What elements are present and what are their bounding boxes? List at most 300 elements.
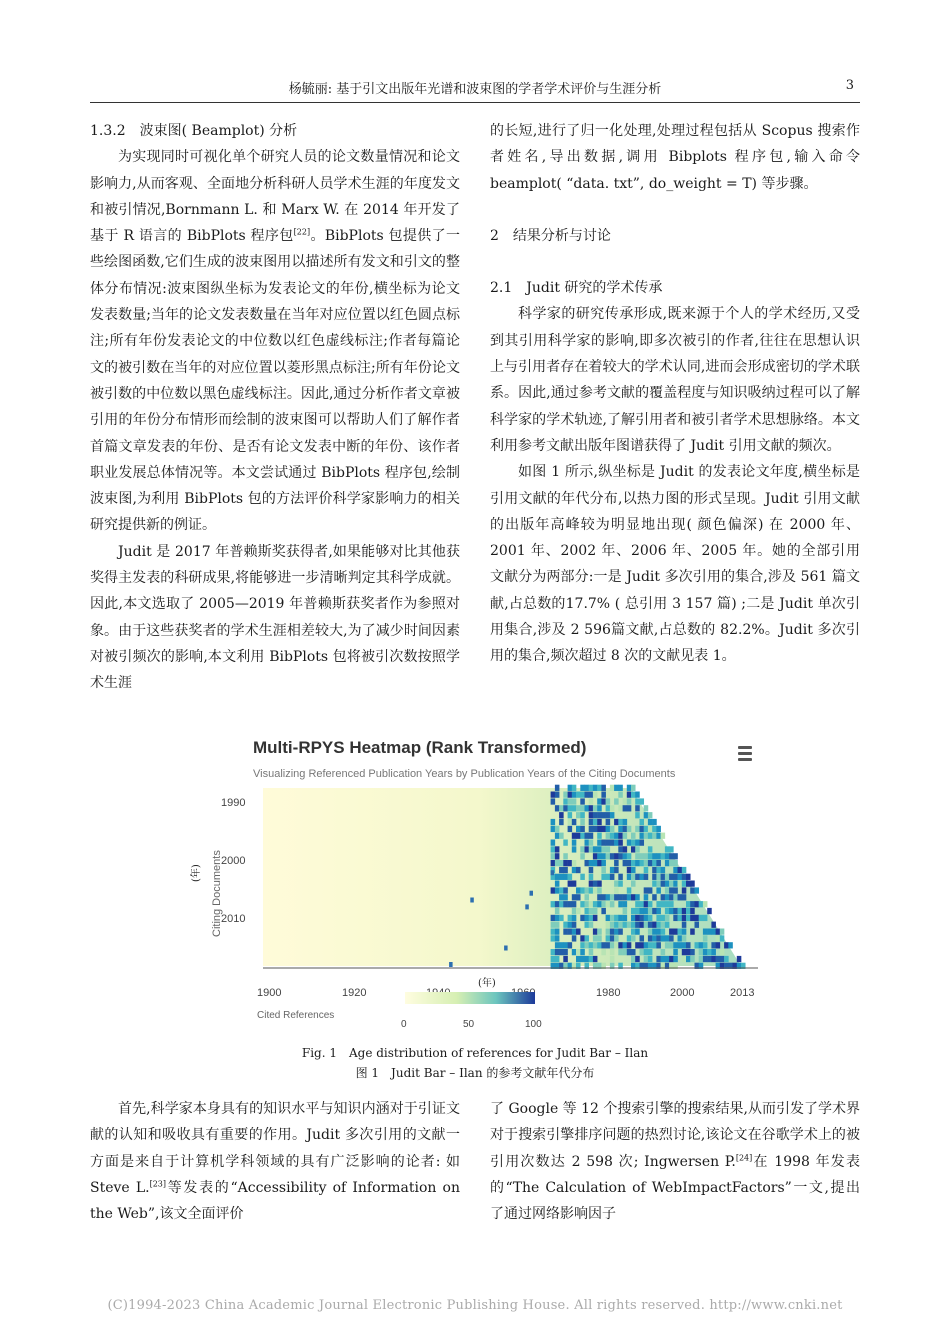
heatmap-cell — [678, 929, 683, 935]
heatmap-cell — [644, 826, 649, 832]
heatmap-cell — [716, 956, 721, 962]
heatmap-cell — [572, 881, 577, 887]
heatmap-cell — [627, 826, 632, 832]
heatmap-cell — [618, 785, 623, 791]
heatmap-cell — [618, 929, 623, 935]
heatmap-cell — [648, 853, 653, 859]
heatmap-cell — [572, 840, 577, 846]
heatmap-cell — [665, 956, 670, 962]
heatmap-cell — [563, 956, 568, 962]
heatmap-cell — [572, 805, 577, 811]
heatmap-cell — [678, 881, 683, 887]
heatmap-cell — [682, 935, 687, 941]
chart-subtitle: Visualizing Referenced Publication Years by Publication Years of the Citing Documents — [253, 768, 676, 780]
heatmap-cell — [690, 887, 695, 893]
heatmap-cell — [597, 935, 602, 941]
heatmap-cell — [597, 942, 602, 948]
heatmap-cell — [737, 956, 742, 962]
heatmap-cell — [623, 846, 628, 852]
heatmap-cell — [618, 894, 623, 900]
heatmap-cell — [673, 915, 678, 921]
x-tick-2000: 2000 — [670, 987, 695, 999]
color-legend-bar — [405, 992, 535, 1004]
heatmap-cell — [555, 833, 560, 839]
heatmap-cell — [682, 915, 687, 921]
heatmap-cell — [585, 887, 590, 893]
heatmap-cell — [614, 915, 619, 921]
heatmap-cell — [682, 929, 687, 935]
heatmap-cell — [631, 833, 636, 839]
heatmap-cell — [555, 785, 560, 791]
heatmap-cell — [648, 887, 653, 893]
heatmap-cell — [673, 908, 678, 914]
heatmap-cell — [593, 819, 598, 825]
left-column — [90, 118, 460, 697]
heatmap-cell — [656, 887, 661, 893]
heatmap-cell — [572, 894, 577, 900]
heatmap-cell — [572, 949, 577, 955]
heatmap-cell — [669, 881, 674, 887]
heatmap-cell — [563, 798, 568, 804]
heatmap-cell — [635, 846, 640, 852]
heatmap-cell — [652, 942, 657, 948]
heatmap-cell — [563, 887, 568, 893]
heatmap-cell — [618, 922, 623, 928]
heatmap-cell — [644, 887, 649, 893]
right-column-bottom — [490, 1096, 860, 1227]
heatmap-cell — [606, 935, 611, 941]
heatmap-cell — [631, 881, 636, 887]
heatmap-cell — [555, 915, 560, 921]
heatmap-cell — [606, 853, 611, 859]
heatmap-cell — [669, 956, 674, 962]
heatmap-cell — [669, 887, 674, 893]
heatmap-cell — [656, 874, 661, 880]
heatmap-cell — [648, 956, 653, 962]
heatmap-cell — [555, 942, 560, 948]
heatmap-cell — [610, 826, 615, 832]
heatmap-cell — [559, 901, 564, 907]
heatmap-cell — [589, 942, 594, 948]
heatmap-cell — [551, 826, 556, 832]
heatmap-cell — [631, 894, 636, 900]
heatmap-cell — [551, 798, 556, 804]
heatmap-cell — [682, 887, 687, 893]
heatmap-cell — [555, 792, 560, 798]
heatmap-cell — [589, 881, 594, 887]
heatmap-cell — [555, 935, 560, 941]
heatmap-cell — [635, 826, 640, 832]
heatmap-cell — [572, 846, 577, 852]
heatmap-cell — [669, 929, 674, 935]
heatmap-cell — [563, 805, 568, 811]
heatmap-cell — [610, 812, 615, 818]
heatmap-cell — [589, 887, 594, 893]
heatmap-cell — [656, 901, 661, 907]
heatmap-cell — [686, 956, 691, 962]
heatmap-cell — [618, 853, 623, 859]
heatmap-cell — [563, 840, 568, 846]
heatmap-cell — [593, 846, 598, 852]
heatmap-cell — [631, 846, 636, 852]
heatmap-cell — [623, 833, 628, 839]
heatmap-cell — [610, 949, 615, 955]
heatmap-cell — [656, 881, 661, 887]
y-tick-1990: 1990 — [221, 797, 246, 809]
heatmap-cell — [661, 956, 666, 962]
heatmap-cell — [618, 819, 623, 825]
heatmap-cell — [559, 819, 564, 825]
heatmap-cell — [614, 785, 619, 791]
heatmap-cell — [580, 874, 585, 880]
heatmap-cell — [551, 949, 556, 955]
heatmap-cell — [690, 956, 695, 962]
heatmap-cell — [627, 792, 632, 798]
heatmap-cell — [703, 942, 708, 948]
heatmap-cell — [703, 901, 708, 907]
heatmap-cell — [576, 949, 581, 955]
heatmap-cell — [580, 785, 585, 791]
heatmap-cell — [673, 874, 678, 880]
heatmap-cell — [661, 935, 666, 941]
heatmap-cell — [623, 826, 628, 832]
heatmap-cell — [614, 942, 619, 948]
heatmap-cell — [593, 826, 598, 832]
heatmap-cell — [585, 792, 590, 798]
heatmap-cell — [572, 798, 577, 804]
heatmap-cell — [585, 915, 590, 921]
heatmap-cell — [652, 853, 657, 859]
heatmap-cell — [678, 935, 683, 941]
heatmap-cell — [601, 785, 606, 791]
heatmap-cell — [623, 915, 628, 921]
citation-ref-23: [23] — [149, 1179, 167, 1189]
x-axis-label: Cited References — [257, 1010, 335, 1021]
heatmap-cell — [555, 874, 560, 880]
heatmap-cell — [576, 833, 581, 839]
heatmap-cell — [635, 812, 640, 818]
heatmap-cell — [606, 846, 611, 852]
heatmap-cell — [627, 894, 632, 900]
heatmap-cell — [568, 922, 573, 928]
heatmap-cell — [623, 853, 628, 859]
heatmap-cell — [589, 867, 594, 873]
heatmap-cell — [623, 908, 628, 914]
heatmap-cell — [555, 929, 560, 935]
heatmap-cell — [589, 908, 594, 914]
paragraph-beamplot — [90, 144, 460, 538]
heatmap-cell — [597, 887, 602, 893]
heatmap-cell — [690, 901, 695, 907]
heatmap-cell — [644, 901, 649, 907]
paragraph-google-engines — [490, 1096, 860, 1227]
heatmap-cell — [644, 956, 649, 962]
heatmap-cell — [606, 819, 611, 825]
heatmap-cell — [648, 860, 653, 866]
heatmap-cell — [656, 908, 661, 914]
heatmap-cell — [635, 956, 640, 962]
heatmap-cell — [618, 915, 623, 921]
heatmap-cell — [703, 915, 708, 921]
heatmap-cell — [580, 935, 585, 941]
heatmap-cell — [682, 949, 687, 955]
heatmap-cell — [606, 798, 611, 804]
heatmap-cell — [606, 901, 611, 907]
y-tick-2010: 2010 — [221, 913, 246, 925]
heatmap-cell — [580, 956, 585, 962]
heatmap-cell — [618, 826, 623, 832]
heatmap-cell — [589, 785, 594, 791]
heatmap-cell — [568, 942, 573, 948]
heatmap-cell — [610, 867, 615, 873]
heatmap-cell — [589, 956, 594, 962]
heatmap-cell — [724, 956, 729, 962]
heatmap-cell — [728, 942, 733, 948]
heatmap-cell — [623, 922, 628, 928]
heatmap-cell — [568, 929, 573, 935]
heatmap-cell — [559, 887, 564, 893]
heatmap-cell — [648, 922, 653, 928]
heatmap-cell — [640, 833, 645, 839]
heatmap-cell — [597, 785, 602, 791]
heatmap-cell — [665, 853, 670, 859]
heatmap-cell — [610, 942, 615, 948]
legend-tick-50: 50 — [463, 1019, 475, 1030]
heatmap-cell — [555, 922, 560, 928]
heatmap-cell — [669, 901, 674, 907]
running-header — [90, 76, 860, 103]
heatmap-cell — [627, 935, 632, 941]
heatmap-cell — [635, 798, 640, 804]
heatmap-cell — [551, 901, 556, 907]
heatmap-cell — [623, 805, 628, 811]
heatmap-cell — [644, 833, 649, 839]
paragraph-knowledge-level — [90, 1096, 460, 1227]
heatmap-cell — [644, 915, 649, 921]
heatmap-cell — [601, 894, 606, 900]
heatmap-cell — [606, 840, 611, 846]
heatmap-cell — [614, 935, 619, 941]
heatmap-cell — [580, 915, 585, 921]
heatmap-cell — [648, 812, 653, 818]
heatmap-cell — [699, 915, 704, 921]
heatmap-cell — [665, 908, 670, 914]
heatmap-cell — [559, 949, 564, 955]
heatmap-cell — [716, 942, 721, 948]
heatmap-cell — [665, 887, 670, 893]
heatmap-cell — [635, 860, 640, 866]
heatmap-cell — [580, 853, 585, 859]
heatmap-cell — [568, 798, 573, 804]
heatmap-cell — [563, 860, 568, 866]
heatmap-cell — [618, 942, 623, 948]
heatmap-cell — [699, 901, 704, 907]
heatmap-cell — [640, 840, 645, 846]
paragraph-judit-prize: Judit 是 2017 年普赖斯奖获得者,如果能够对比其他获奖得主发表的科研成果,将能够进一步清晰判定其科学成就。因此,本文选取了 2005—2019 年普赖斯获奖者作为参照对象。由于这些获奖者的学术生涯相差较大,为了减少时间因素对被引频次的影响,本文利用 BibPlots 包将被引次数按照学术生涯 — [90, 543, 460, 692]
heatmap-cell — [597, 894, 602, 900]
y-unit-label: (年) — [191, 864, 202, 882]
heatmap-cell — [601, 792, 606, 798]
heatmap-cell — [716, 929, 721, 935]
heatmap-cell — [631, 929, 636, 935]
heatmap-cell — [690, 908, 695, 914]
heatmap-cell — [720, 935, 725, 941]
heatmap-cell — [669, 894, 674, 900]
heatmap-cell — [627, 922, 632, 928]
x-unit-label: (年) — [478, 978, 496, 989]
heatmap-cell — [585, 840, 590, 846]
heatmap-cell — [601, 949, 606, 955]
heatmap-cell — [597, 833, 602, 839]
x-tick-2013: 2013 — [730, 987, 755, 999]
heatmap-cell — [635, 908, 640, 914]
heatmap-cell — [585, 935, 590, 941]
heatmap-cell — [593, 908, 598, 914]
heatmap-cell — [576, 929, 581, 935]
heatmap-cell — [585, 846, 590, 852]
heatmap-cell — [614, 881, 619, 887]
heatmap-cell — [568, 826, 573, 832]
heatmap-cell — [631, 840, 636, 846]
heatmap-cell — [627, 887, 632, 893]
heatmap-cell — [610, 929, 615, 935]
heatmap-cell — [572, 908, 577, 914]
heatmap-cell — [652, 819, 657, 825]
heatmap-cell — [661, 894, 666, 900]
heatmap-cell — [648, 833, 653, 839]
heatmap-cell — [640, 901, 645, 907]
heatmap-cell — [661, 915, 666, 921]
heatmap-cell — [703, 929, 708, 935]
heatmap-cell — [673, 867, 678, 873]
heatmap-cell — [563, 922, 568, 928]
heatmap-cell — [707, 908, 712, 914]
heatmap-cell — [568, 792, 573, 798]
heatmap-cell — [559, 860, 564, 866]
heatmap-cell — [695, 887, 700, 893]
heatmap-cell — [551, 853, 556, 859]
heatmap-cell — [640, 908, 645, 914]
heatmap-cell — [618, 833, 623, 839]
heatmap-cell — [690, 929, 695, 935]
heatmap-cell — [593, 942, 598, 948]
heatmap-cell — [568, 860, 573, 866]
heatmap-cell — [635, 874, 640, 880]
heatmap-cell — [563, 867, 568, 873]
heatmap-cell — [551, 819, 556, 825]
heatmap-cell — [695, 901, 700, 907]
heatmap-cell — [555, 881, 560, 887]
heatmap-cell — [555, 901, 560, 907]
heatmap-cell — [652, 881, 657, 887]
heatmap-cell — [669, 846, 674, 852]
heatmap-cell — [656, 929, 661, 935]
paragraph-academic-inheritance: 科学家的研究传承形成,既来源于个人的学术经历,又受到其引用科学家的影响,即多次被引的作者,往往在思想认识上与引用者存在着较大的学术认同,进而会形成密切的学术联系。因此,通过参考文献的覆盖程度与知识吸纳过程可以了解科学家的学术轨迹,了解引用者和被引者学术思想脉络。本文利用参考文献出版年图谱获得了 Judit 引用文献的频次。 — [490, 306, 860, 454]
heatmap-cell — [648, 826, 653, 832]
heatmap-cell — [563, 874, 568, 880]
heatmap-cell — [589, 792, 594, 798]
heatmap-cells — [263, 785, 746, 969]
heatmap-cell — [610, 915, 615, 921]
heatmap-cell — [631, 922, 636, 928]
heatmap-cell — [640, 922, 645, 928]
heatmap-cell — [601, 853, 606, 859]
heatmap-outlier-cell — [525, 904, 529, 909]
heatmap-cell — [593, 792, 598, 798]
heatmap-cell — [610, 956, 615, 962]
heatmap-cell — [551, 840, 556, 846]
heatmap-cell — [572, 860, 577, 866]
heatmap-cell — [644, 853, 649, 859]
heatmap-cell — [716, 935, 721, 941]
heatmap-cell — [580, 792, 585, 798]
heatmap-cell — [585, 922, 590, 928]
paragraph-google-part2: 在 1998 年发表的“The Calculation of WebImpactFactors”一文,提出了通过网络影响因子 — [490, 1153, 860, 1223]
right-column — [490, 118, 860, 670]
heatmap-cell — [593, 887, 598, 893]
heatmap-cell — [678, 894, 683, 900]
heatmap-cell — [614, 798, 619, 804]
heatmap-cell — [669, 908, 674, 914]
heatmap-cell — [711, 929, 716, 935]
heatmap-cell — [640, 874, 645, 880]
heatmap-cell — [631, 860, 636, 866]
heatmap-cell — [585, 901, 590, 907]
heatmap-cell — [656, 860, 661, 866]
heatmap-cell — [589, 874, 594, 880]
heatmap-cell — [665, 846, 670, 852]
heatmap-cell — [623, 894, 628, 900]
heatmap-cell — [673, 929, 678, 935]
heatmap-cell — [699, 942, 704, 948]
heatmap-outlier-cell — [530, 891, 534, 896]
heatmap-cell — [631, 867, 636, 873]
heatmap-cell — [585, 956, 590, 962]
heatmap-cell — [551, 929, 556, 935]
heatmap-cell — [720, 929, 725, 935]
heatmap-cell — [682, 908, 687, 914]
running-title: 杨毓丽: 基于引文出版年光谱和波束图的学者学术评价与生涯分析 — [288, 82, 662, 97]
heatmap-cell — [614, 929, 619, 935]
paragraph-knowledge-part1: 首先,科学家本身具有的知识水平与知识内涵对于引证文献的认知和吸收具有重要的作用。Judit 多次引用的文献一方面是来自于计算机学科领域的具有广泛影响的论者: 如 Steve L. — [90, 1101, 460, 1196]
heatmap-cell — [724, 942, 729, 948]
heatmap-cell — [614, 867, 619, 873]
heatmap-cell — [627, 860, 632, 866]
heatmap-cell — [580, 805, 585, 811]
heatmap-cell — [568, 785, 573, 791]
heatmap-cell — [678, 942, 683, 948]
heatmap-cell — [678, 908, 683, 914]
heatmap-cell — [568, 901, 573, 907]
figure-1-heatmap — [185, 730, 785, 1040]
heatmap-cell — [631, 956, 636, 962]
heatmap-cell — [711, 949, 716, 955]
heatmap-cell — [665, 942, 670, 948]
heatmap-cell — [572, 867, 577, 873]
heatmap-cell — [572, 792, 577, 798]
heatmap-cell — [661, 833, 666, 839]
heatmap-cell — [720, 949, 725, 955]
heatmap-cell — [703, 935, 708, 941]
heatmap-cell — [568, 915, 573, 921]
heatmap-cell — [559, 812, 564, 818]
heatmap-cell — [572, 833, 577, 839]
heatmap-cell — [610, 840, 615, 846]
heatmap-cell — [648, 901, 653, 907]
heatmap-cell — [652, 860, 657, 866]
citation-ref-24: [24] — [735, 1152, 753, 1162]
paragraph-knowledge-part2: 等发表的“Accessibility of Information on the Web”,该文全面评价 — [90, 1179, 460, 1223]
